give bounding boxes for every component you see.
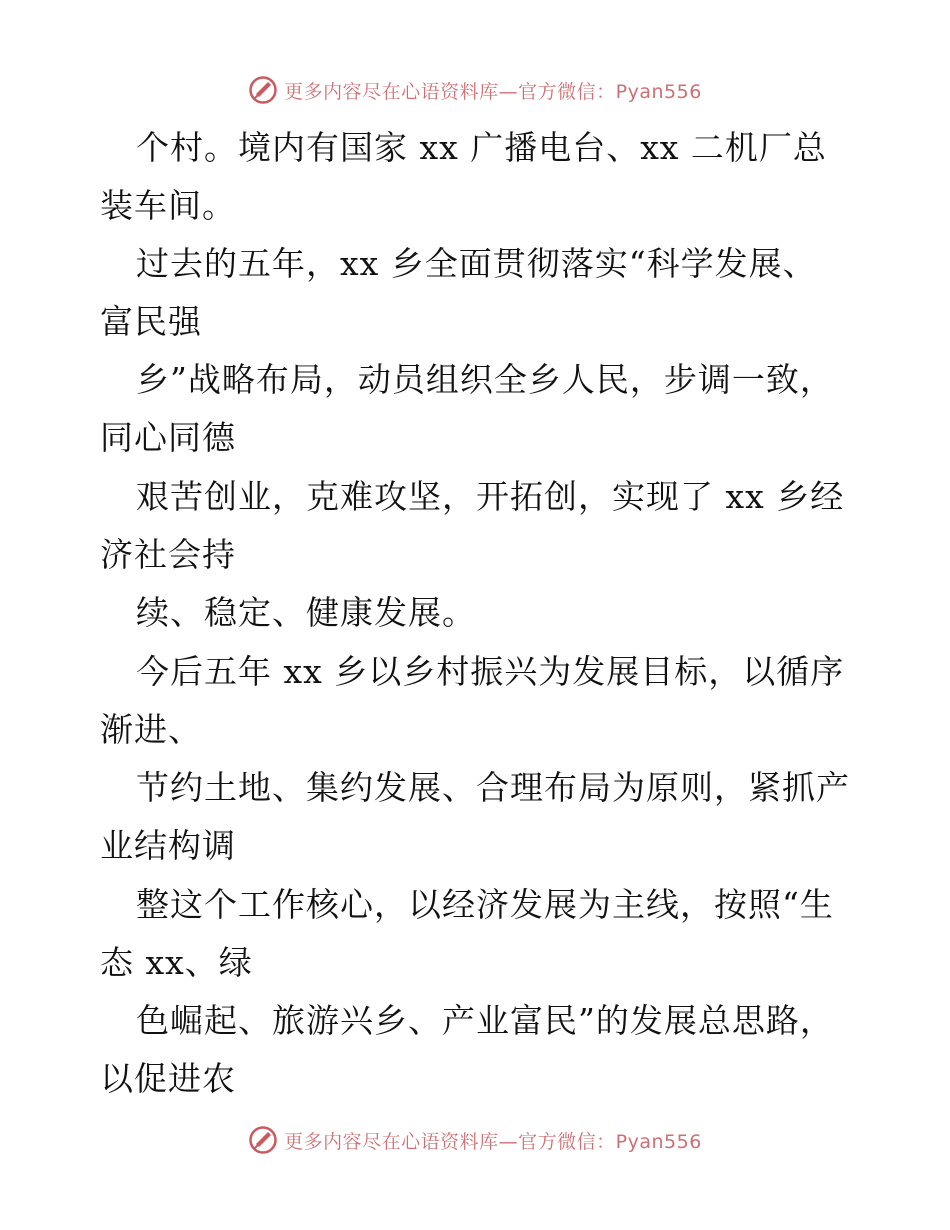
text-line: 富民强: [100, 302, 202, 341]
brand-logo-icon: [248, 1125, 278, 1155]
text-line: 渐进、: [100, 710, 202, 749]
footer-banner-text: 更多内容尽在心语资料库—官方微信：Pyan556: [284, 1130, 702, 1153]
text-line: 过去的五年，xx 乡全面贯彻落实“科学发展、: [136, 244, 817, 283]
text-line: 济社会持: [100, 535, 236, 574]
text-line: 艰苦创业，克难攻坚，开拓创，实现了 xx 乡经: [136, 477, 845, 516]
text-line: 以促进农: [100, 1059, 236, 1098]
text-line: 个村。境内有国家 xx 广播电台、xx 二机厂总: [136, 128, 827, 167]
brand-logo-icon: [248, 75, 278, 105]
text-line: 色崛起、旅游兴乡、产业富民”的发展总思路，: [136, 1001, 834, 1040]
text-line: 业结构调: [100, 826, 236, 865]
text-line: 整这个工作核心，以经济发展为主线，按照“生: [136, 885, 834, 924]
header-banner: [0, 70, 950, 110]
text-line: 今后五年 xx 乡以乡村振兴为发展目标，以循序: [136, 652, 845, 691]
text-line: 续、稳定、健康发展。: [136, 593, 476, 632]
text-line: 节约土地、集约发展、合理布局为原则，紧抓产: [136, 768, 850, 807]
footer-banner: [0, 1120, 950, 1160]
text-line: 装车间。: [100, 186, 236, 225]
text-line: 乡”战略布局，动员组织全乡人民，步调一致，: [136, 360, 834, 399]
header-banner-text: 更多内容尽在心语资料库—官方微信：Pyan556: [284, 80, 702, 103]
text-line: 态 xx、绿: [100, 943, 253, 982]
text-line: 同心同德: [100, 418, 236, 457]
